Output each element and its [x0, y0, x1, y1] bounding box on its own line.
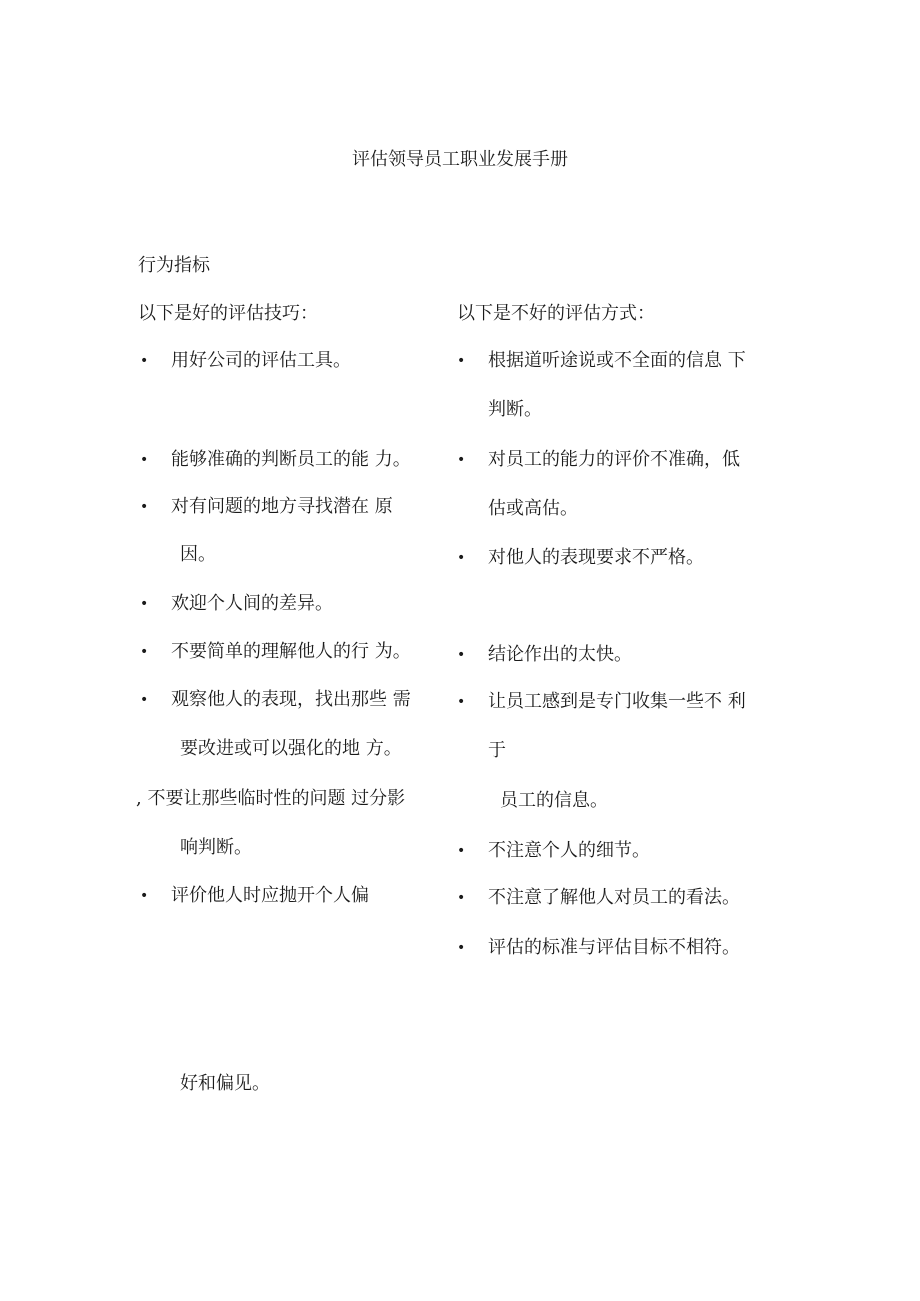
bad-methods-heading: 以下是不好的评估方式：	[457, 303, 655, 324]
bad-item-8: 评估的标准与评估目标不相符。	[488, 937, 740, 958]
bullet-icon: •	[140, 692, 149, 708]
good-item-6-cont: 要改进或可以强化的地 方。	[180, 738, 402, 759]
good-item-8-cont: 好和偏见。	[180, 1073, 270, 1094]
bullet-icon: •	[140, 353, 149, 369]
bullet-icon: •	[140, 499, 149, 515]
bad-item-5-cont2: 员工的信息。	[500, 790, 608, 811]
bad-item-4: 结论作出的太快。	[488, 644, 632, 665]
bad-item-1-cont: 判断。	[488, 399, 542, 420]
good-item-6: 观察他人的表现，找出那些 需	[171, 689, 411, 710]
good-item-7-cont: 响判断。	[180, 837, 252, 858]
bad-item-5-cont: 于	[488, 740, 506, 761]
good-item-2: 能够准确的判断员工的能 力。	[171, 449, 411, 470]
bullet-icon: •	[457, 452, 466, 468]
section-heading: 行为指标	[138, 255, 210, 276]
bullet-icon: •	[457, 940, 466, 956]
bullet-icon: •	[140, 888, 149, 904]
bullet-icon: •	[457, 550, 466, 566]
good-techniques-heading: 以下是好的评估技巧：	[138, 303, 318, 324]
bad-item-2-cont: 估或高估。	[488, 498, 578, 519]
bullet-icon: •	[457, 647, 466, 663]
bullet-icon: •	[140, 596, 149, 612]
bullet-icon: •	[457, 694, 466, 710]
page-title: 评估领导员工职业发展手册	[352, 149, 568, 170]
good-item-5: 不要简单的理解他人的行 为。	[171, 641, 411, 662]
good-item-1: 用好公司的评估工具。	[171, 350, 351, 371]
bad-item-2: 对员工的能力的评价不准确，低	[488, 449, 740, 470]
bad-item-6: 不注意个人的细节。	[488, 840, 650, 861]
bullet-icon: •	[457, 890, 466, 906]
bullet-icon: •	[140, 644, 149, 660]
good-item-4: 欢迎个人间的差异。	[171, 593, 333, 614]
bullet-icon: •	[140, 452, 149, 468]
good-item-7: , 不要让那些临时性的问题 过分影	[136, 788, 406, 809]
good-item-3-cont: 因。	[180, 544, 216, 565]
good-item-8: 评价他人时应抛开个人偏	[171, 885, 369, 906]
good-item-3: 对有问题的地方寻找潜在 原	[171, 496, 393, 517]
bad-item-5: 让员工感到是专门收集一些不 利	[488, 691, 746, 712]
bad-item-7: 不注意了解他人对员工的看法。	[488, 887, 740, 908]
bad-item-3: 对他人的表现要求不严格。	[488, 547, 704, 568]
bullet-icon: •	[457, 353, 466, 369]
bullet-icon: •	[457, 843, 466, 859]
bad-item-1: 根据道听途说或不全面的信息 下	[488, 350, 746, 371]
